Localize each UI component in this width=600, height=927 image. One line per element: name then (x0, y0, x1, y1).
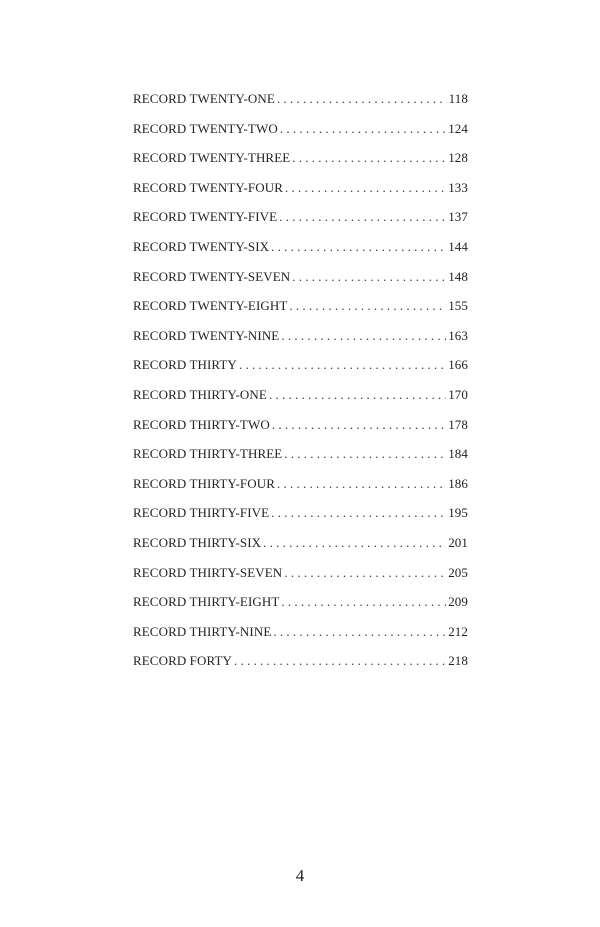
toc-entry-title: RECORD THIRTY-THREE (133, 446, 283, 462)
dot-leader (292, 150, 446, 166)
toc-entry-page: 148 (448, 268, 468, 284)
toc-entry-page: 144 (448, 238, 468, 254)
toc-entry (133, 565, 468, 595)
toc-entry (133, 180, 468, 210)
dot-leader (263, 535, 446, 551)
dot-leader (281, 328, 446, 344)
toc-entry-page: 205 (448, 564, 468, 580)
toc-entry-page: 137 (448, 209, 468, 225)
toc-entry (133, 624, 468, 654)
toc-entry-page: 163 (448, 327, 468, 343)
toc-entry-page: 184 (448, 446, 468, 462)
toc-entry-title: RECORD THIRTY-FOUR (133, 475, 275, 491)
toc-entry-title: RECORD TWENTY-ONE (133, 91, 275, 106)
table-of-contents (133, 91, 468, 683)
toc-entry (133, 357, 468, 387)
toc-entry-title: RECORD TWENTY-SEVEN (133, 268, 291, 284)
toc-entry-title: RECORD THIRTY-FIVE (133, 505, 270, 521)
toc-entry-page: 128 (448, 150, 468, 166)
toc-entry-title: RECORD TWENTY-TWO (133, 120, 278, 136)
toc-entry-title: RECORD TWENTY-FOUR (133, 179, 283, 195)
dot-leader (280, 121, 446, 137)
dot-leader (277, 476, 446, 492)
dot-leader (234, 653, 446, 669)
toc-entry (133, 653, 468, 683)
toc-entry (133, 446, 468, 476)
toc-entry-page: 170 (448, 386, 468, 402)
dot-leader (281, 594, 446, 610)
dot-leader (292, 269, 446, 285)
toc-entry (133, 535, 468, 565)
toc-entry (133, 298, 468, 328)
dot-leader (273, 624, 446, 640)
dot-leader (279, 209, 446, 225)
toc-entry-page: 201 (448, 534, 468, 550)
toc-entry-title: RECORD THIRTY (133, 357, 237, 373)
toc-entry-page: 178 (448, 416, 468, 432)
toc-entry-title: RECORD TWENTY-FIVE (133, 209, 278, 225)
dot-leader (284, 446, 446, 462)
toc-entry (133, 209, 468, 239)
toc-entry (133, 91, 468, 121)
toc-entry (133, 150, 468, 180)
toc-entry (133, 594, 468, 624)
toc-entry-page: 195 (448, 505, 468, 521)
toc-entry (133, 505, 468, 535)
dot-leader (284, 565, 446, 581)
toc-entry-title: RECORD TWENTY-EIGHT (133, 298, 288, 314)
toc-entry-page: 118 (448, 91, 468, 106)
toc-entry (133, 387, 468, 417)
toc-entry-page: 166 (448, 357, 468, 373)
toc-entry-page: 212 (448, 623, 468, 639)
toc-entry-title: RECORD FORTY (133, 653, 233, 669)
toc-entry (133, 417, 468, 447)
dot-leader (289, 298, 446, 314)
toc-entry-page: 133 (448, 179, 468, 195)
toc-entry-title: RECORD THIRTY-SEVEN (133, 564, 283, 580)
dot-leader (239, 357, 446, 373)
dot-leader (285, 180, 446, 196)
toc-entry-page: 209 (448, 594, 468, 610)
toc-entry-title: RECORD THIRTY-EIGHT (133, 594, 280, 610)
toc-entry-title: RECORD TWENTY-THREE (133, 150, 291, 166)
toc-entry-page: 218 (448, 653, 468, 669)
dot-leader (269, 387, 446, 403)
dot-leader (271, 505, 446, 521)
toc-entry-title: RECORD THIRTY-ONE (133, 386, 267, 402)
toc-entry-title: RECORD TWENTY-NINE (133, 327, 280, 343)
dot-leader (272, 417, 446, 433)
toc-entry-page: 155 (448, 298, 468, 314)
dot-leader (271, 239, 446, 255)
toc-entry (133, 328, 468, 358)
toc-entry-page: 124 (448, 120, 468, 136)
toc-entry (133, 269, 468, 299)
toc-entry (133, 476, 468, 506)
page-number: 4 (295, 866, 305, 885)
toc-entry (133, 121, 468, 151)
toc-entry-title: RECORD THIRTY-SIX (133, 534, 262, 550)
dot-leader (277, 91, 447, 107)
toc-entry-page: 186 (448, 475, 468, 491)
toc-entry-title: RECORD THIRTY-NINE (133, 623, 272, 639)
toc-entry (133, 239, 468, 269)
toc-entry-title: RECORD TWENTY-SIX (133, 238, 270, 254)
toc-entry-title: RECORD THIRTY-TWO (133, 416, 270, 432)
